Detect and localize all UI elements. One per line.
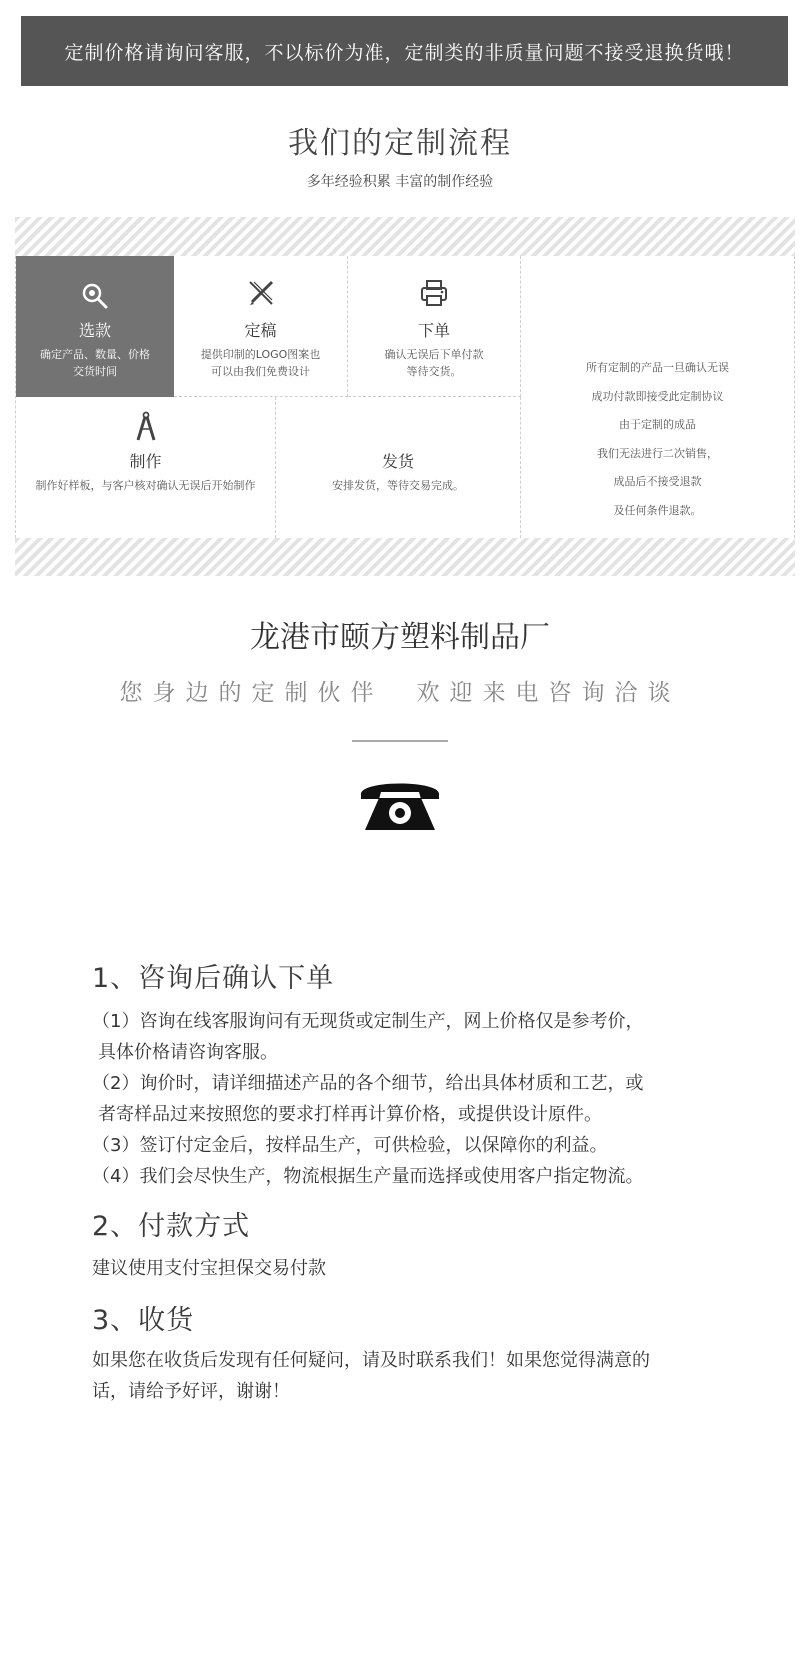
section-body — [92, 1006, 712, 1192]
section-body — [92, 1345, 712, 1407]
step-name: 制作 — [129, 452, 162, 471]
step-order — [348, 256, 521, 397]
section-line: （1）咨询在线客服询问有无现货或定制生产，网上价格仅是参考价， — [92, 1011, 644, 1032]
terms-panel — [521, 256, 794, 538]
company-name: 龙港市颐方塑料制品厂 — [250, 620, 550, 655]
process-subtitle: 多年经验积累 丰富的制作经验 — [306, 174, 494, 190]
magnifier-icon — [16, 282, 174, 310]
section-line: （4）我们会尽快生产，物流根据生产量而选择或使用客户指定物流。 — [92, 1166, 644, 1187]
step-production — [16, 397, 276, 538]
terms-line: 所有定制的产品一旦确认无误 — [586, 361, 729, 374]
section-body — [92, 1253, 712, 1284]
notice-banner — [21, 16, 788, 86]
section-title: 2、付款方式 — [92, 1211, 251, 1242]
section-line: 建议使用支付宝担保交易付款 — [92, 1258, 326, 1279]
section-line: （2）询价时，请详细描述产品的各个细节，给出具体材质和工艺，或 — [92, 1073, 644, 1094]
step-desc-line: 等待交货。 — [406, 365, 462, 378]
step-desc-line: 确认无误后下单付款 — [384, 348, 484, 361]
pencil-ruler-icon — [174, 278, 347, 308]
terms-line: 成功付款即接受此定制协议 — [591, 389, 724, 403]
company-slogan: 您身边的定制伙伴 欢迎来电咨询洽谈 — [119, 680, 681, 706]
section-line: （3）签订付定金后，按样品生产，可供检验，以保障你的利益。 — [92, 1135, 608, 1156]
step-select — [16, 256, 174, 397]
terms-line: 我们无法进行二次销售， — [597, 446, 718, 460]
terms-line: 及任何条件退款。 — [613, 503, 702, 517]
telephone-icon — [357, 772, 443, 834]
step-name: 下单 — [417, 321, 450, 340]
terms-line: 成品后不接受退款 — [613, 475, 702, 488]
section-line: 者寄样品过来按照您的要求打样再计算价格，或提供设计原件。 — [98, 1104, 602, 1125]
section-line: 具体价格请咨询客服。 — [98, 1042, 278, 1063]
terms-line: 由于定制的成品 — [619, 418, 696, 431]
stripe-band-top — [15, 217, 795, 256]
step-name: 选款 — [78, 321, 111, 340]
section-title: 1、咨询后确认下单 — [92, 963, 335, 994]
section-line: 如果您在收货后发现有任何疑问，请及时联系我们！如果您觉得满意的 — [92, 1350, 650, 1371]
printer-icon — [348, 278, 520, 308]
step-desc-line: 安排发货，等待交易完成。 — [332, 479, 464, 492]
notice-text: 定制价格请询问客服，不以标价为准，定制类的非质量问题不接受退换货哦！ — [64, 41, 745, 64]
step-desc-line: 交货时间 — [73, 365, 117, 378]
process-grid — [15, 256, 795, 538]
step-desc-line: 提供印制的LOGO图案也 — [200, 348, 321, 361]
section-line: 话，请给予好评，谢谢！ — [92, 1381, 290, 1402]
step-shipping — [276, 397, 521, 538]
stripe-band-bottom — [15, 538, 795, 576]
step-desc-line: 制作好样板，与客户核对确认无误后开始制作 — [35, 479, 256, 492]
step-name: 发货 — [381, 452, 414, 471]
section-title: 3、收货 — [92, 1305, 195, 1336]
step-design — [174, 256, 348, 397]
step-name: 定稿 — [244, 321, 277, 340]
step-desc-line: 可以由我们免费设计 — [211, 365, 310, 378]
divider-line — [352, 740, 448, 742]
step-desc-line: 确定产品、数量、价格 — [40, 348, 150, 361]
compass-icon — [16, 411, 275, 443]
process-title: 我们的定制流程 — [288, 126, 512, 161]
